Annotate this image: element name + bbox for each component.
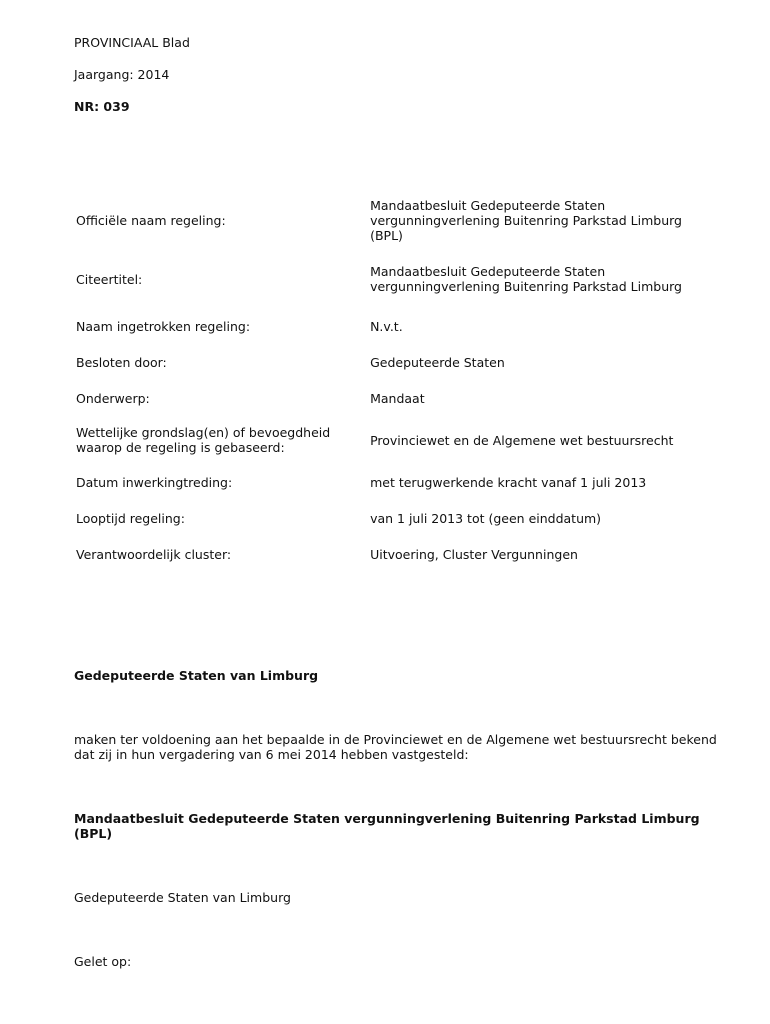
authority-heading: Gedeputeerde Staten van Limburg xyxy=(74,668,319,683)
row-value: Uitvoering, Cluster Vergunningen xyxy=(370,546,578,562)
row-label: Officiële naam regeling: xyxy=(76,212,226,228)
table-row xyxy=(74,344,714,380)
row-value: Provinciewet en de Algemene wet bestuursrecht xyxy=(370,432,674,448)
row-value: Gedeputeerde Staten xyxy=(370,354,505,370)
table-row xyxy=(74,464,714,500)
row-value: met terugwerkende kracht vanaf 1 juli 2013 xyxy=(370,474,647,490)
table-row xyxy=(74,416,714,464)
decision-title: Mandaatbesluit Gedeputeerde Staten vergunningverlening Buitenring Parkstad Limburg (BPL) xyxy=(74,811,700,841)
row-value: Mandaatbesluit Gedeputeerde Staten vergunningverlening Buitenring Parkstad Limburg xyxy=(370,264,682,294)
regulation-metadata-table xyxy=(74,190,714,572)
authority-line: Gedeputeerde Staten van Limburg xyxy=(74,890,291,905)
issue-number: NR: 039 xyxy=(74,99,130,114)
table-row xyxy=(74,190,714,250)
considering-heading: Gelet op: xyxy=(74,954,132,969)
row-label: Datum inwerkingtreding: xyxy=(76,474,233,490)
row-label: Verantwoordelijk cluster: xyxy=(76,546,232,562)
table-row xyxy=(74,380,714,416)
row-label: Besloten door: xyxy=(76,354,167,370)
row-label: Onderwerp: xyxy=(76,390,150,406)
volume-year: Jaargang: 2014 xyxy=(74,67,170,82)
row-label: Wettelijke grondslag(en) of bevoegdheid waarop de regeling is gebaseerd: xyxy=(76,425,331,455)
table-row xyxy=(74,250,714,308)
publication-name: PROVINCIAAL Blad xyxy=(74,35,190,50)
row-value: Mandaatbesluit Gedeputeerde Staten vergunningverlening Buitenring Parkstad Limburg (BPL) xyxy=(370,197,682,243)
row-label: Naam ingetrokken regeling: xyxy=(76,318,251,334)
row-label: Citeertitel: xyxy=(76,271,143,287)
row-value: N.v.t. xyxy=(370,318,403,334)
row-value: Mandaat xyxy=(370,390,425,406)
table-row xyxy=(74,308,714,344)
row-label: Looptijd regeling: xyxy=(76,510,185,526)
table-row xyxy=(74,500,714,536)
announcement-paragraph: maken ter voldoening aan het bepaalde in de Provinciewet en de Algemene wet bestuursrecht bekend dat zij in hun vergadering van 6 mei 2014 hebben vastgesteld: xyxy=(74,732,717,762)
table-row xyxy=(74,536,714,572)
row-value: van 1 juli 2013 tot (geen einddatum) xyxy=(370,510,602,526)
